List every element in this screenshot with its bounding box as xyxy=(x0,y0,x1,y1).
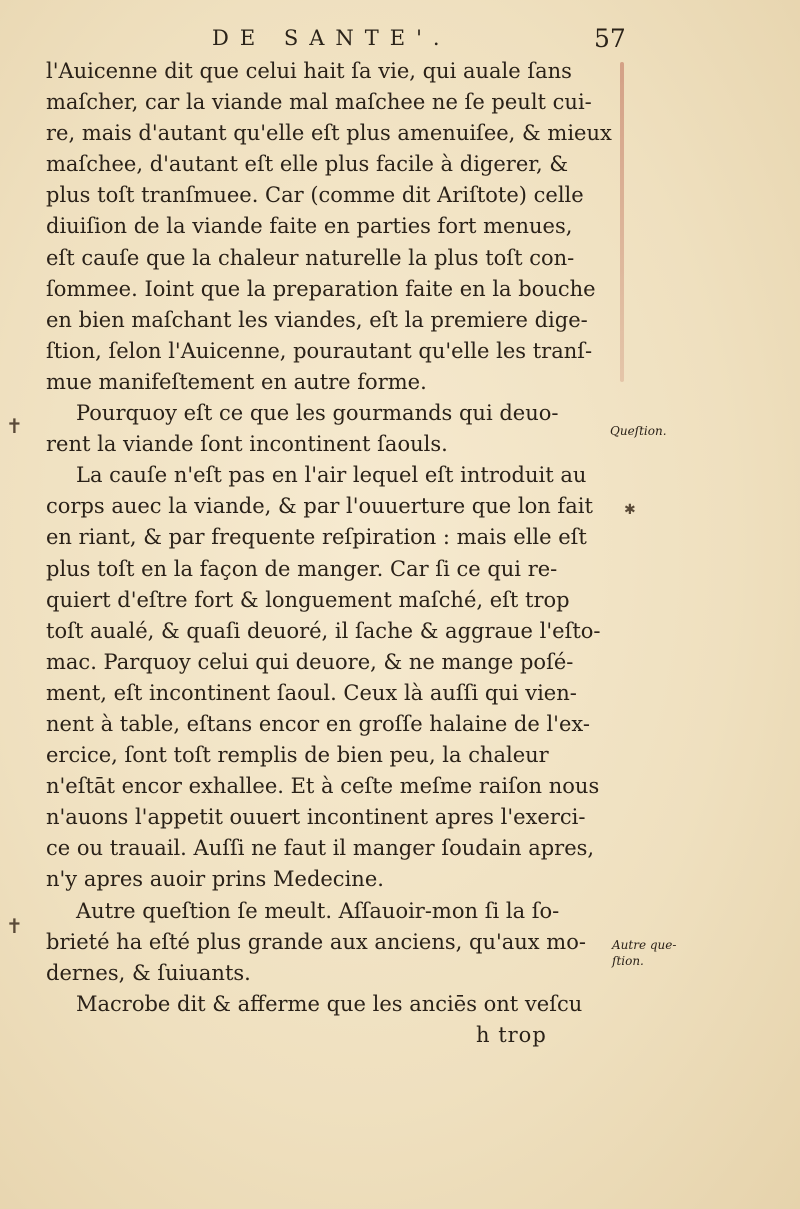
text-line: ce ou trauail. Auſſi ne faut il manger ſoudain apres, xyxy=(46,836,595,861)
text-line: maſchee, d'autant eſt elle plus facile à digerer, & xyxy=(46,152,569,177)
text-line: l'Auicenne dit que celui hait ſa vie, qui auale ſans xyxy=(46,59,572,83)
question-heading-line: brieté ha eſté plus grande aux anciens, qu'aux mo- xyxy=(46,929,586,954)
text-line: La cauſe n'eſt pas en l'air lequel eſt introduit au xyxy=(76,463,587,488)
signature-catchword-line: h trop xyxy=(476,1022,547,1047)
text-line: ercice, ſont toſt remplis de bien peu, la chaleur xyxy=(46,743,549,768)
text-line: en riant, & par frequente reſpiration : mais elle eſt xyxy=(46,525,587,550)
text-line: n'auons l'appetit ouuert incontinent apres l'exerci- xyxy=(46,805,586,830)
text-line: en bien maſchant les viandes, eſt la premiere dige- xyxy=(46,307,588,332)
question-heading-line: Pourquoy eſt ce que les gourmands qui deuo- xyxy=(76,401,559,426)
text-line: re, mais d'autant qu'elle eſt plus amenuiſee, & mieux xyxy=(46,121,612,146)
text-line: plus toſt en la façon de manger. Car ſi ce qui re- xyxy=(46,556,558,581)
text-line: corps auec la viande, & par l'ouuerture que lon fait xyxy=(46,494,593,519)
margin-note-question: Queſtion. xyxy=(610,424,667,438)
text-line: Macrobe dit & afferme que les anciēs ont veſcu xyxy=(76,991,583,1016)
text-line: diuiſion de la viande faite en parties fort menues, xyxy=(46,214,573,239)
margin-note-autre-question: Autre que- xyxy=(612,938,677,952)
question-heading-line: rent la viande ſont incontinent ſaouls. xyxy=(46,432,448,457)
text-line: ſommee. Ioint que la preparation faite en la bouche xyxy=(46,276,596,301)
text-line: n'eſtāt encor exhallee. Et à ceſte meſme raiſon nous xyxy=(46,774,600,799)
manicule-mark: ✝ xyxy=(6,914,23,938)
text-line: ſtion, ſelon l'Auicenne, pourautant qu'elle les tranſ- xyxy=(46,338,593,363)
running-title: DE SANTE'. xyxy=(212,26,451,50)
text-line: mue manifeſtement en autre forme. xyxy=(46,369,427,394)
text-line: nent à table, eſtans encor en groſſe halaine de l'ex- xyxy=(46,711,590,736)
text-line: eſt cauſe que la chaleur naturelle la plus toſt con- xyxy=(46,245,575,270)
text-line: quiert d'eſtre fort & longuement maſché, eſt trop xyxy=(46,587,570,612)
question-heading-line: dernes, & ſuiuants. xyxy=(46,960,251,985)
manicule-mark: ✝ xyxy=(6,414,23,438)
text-line: ment, eſt incontinent ſaoul. Ceux là auſſi qui vien- xyxy=(46,680,577,705)
page-number: 57 xyxy=(594,24,626,53)
text-line: n'y apres auoir prins Medecine. xyxy=(46,867,384,892)
edge-stain xyxy=(620,62,624,382)
question-heading-line: Autre queſtion ſe meult. Aſſauoir-mon ſi la ſo- xyxy=(76,898,560,923)
margin-note-autre-question-cont: ſtion. xyxy=(612,954,644,968)
text-line: mac. Parquoy celui qui deuore, & ne mange poſé- xyxy=(46,649,574,674)
body-text xyxy=(46,56,612,1051)
text-line: toſt aualé, & quaſi deuoré, il ſache & aggraue l'eſto- xyxy=(46,618,601,643)
ink-blot: ✱ xyxy=(624,502,636,518)
text-line: maſcher, car la viande mal maſchee ne ſe peult cui- xyxy=(46,90,592,115)
text-line: plus toſt tranſmuee. Car (comme dit Ariſtote) celle xyxy=(46,183,584,208)
